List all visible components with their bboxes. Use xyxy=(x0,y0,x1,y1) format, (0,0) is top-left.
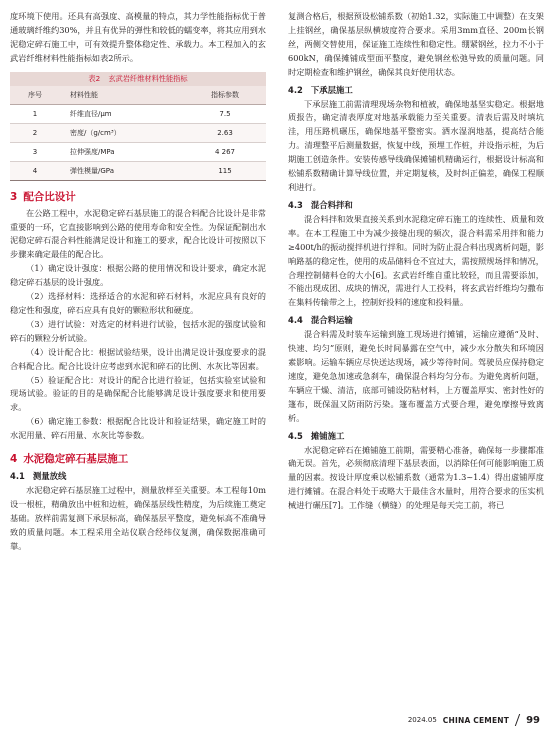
table-cell: 拉伸强度/MPa xyxy=(60,142,184,161)
section-title: 配合比设计 xyxy=(23,190,76,203)
section-4-heading xyxy=(10,452,266,466)
paragraph: 水泥稳定碎石基层施工过程中，测量放样至关重要。本工程每10m设一根桩，精确放出中桩和边桩，确保基层线性精度，为后续施工奠定基础。放样前需复测下承层标高，确保基层平整度，避免标高不准确导致的质量问题。本工程采用全站仪联合经纬仪复测，确保数据准确可靠。 xyxy=(10,485,266,551)
journal-brand: CHINA CEMENT xyxy=(442,715,510,725)
table-caption xyxy=(10,72,266,86)
subsection-title: 摊铺施工 xyxy=(310,430,345,441)
subsection-4-4-heading xyxy=(288,314,544,327)
page-number: 99 xyxy=(526,714,540,726)
section-number: 3 xyxy=(10,190,18,203)
subsection-number: 4.3 xyxy=(288,199,303,210)
table-2 xyxy=(10,72,266,181)
table-row xyxy=(10,123,266,142)
paragraph: 在公路工程中，水泥稳定碎石基层施工的混合料配合比设计是非常重要的一环，它直接影响到公路的使用寿命和安全性。为保证配制出水泥稳定碎石混合料性能满足设计和施工的要求，配合比设计可按照以下步骤来确定最佳的配合比。 xyxy=(10,207,266,260)
table-cell: 1 xyxy=(10,104,60,123)
table-cell: 3 xyxy=(10,142,60,161)
paragraph: （6）确定施工参数：根据配合比设计和验证结果，确定施工时的水泥用量、碎石用量、水灰比等参数。 xyxy=(10,416,266,441)
subsection-4-2-heading xyxy=(288,84,544,97)
subsection-4-1-heading xyxy=(10,470,266,483)
subsection-title: 混合料拌和 xyxy=(310,199,353,210)
subsection-number: 4.2 xyxy=(288,84,303,95)
left-column xyxy=(10,10,266,554)
right-column xyxy=(288,10,544,513)
paragraph: （3）进行试验：对选定的材料进行试验，包括水泥的强度试验和碎石的颗粒分析试验。 xyxy=(10,318,266,343)
paragraph: （4）设计配合比：根据试验结果，设计出满足设计强度要求的混合料配合比。配合比设计应考虑到水泥和碎石的比例、水灰比等因素。 xyxy=(10,346,266,371)
section-number: 4 xyxy=(10,453,18,466)
subsection-4-5-heading xyxy=(288,430,544,443)
table-row xyxy=(10,142,266,161)
subsection-title: 下承层施工 xyxy=(310,84,353,95)
footer-divider xyxy=(515,714,520,726)
material-properties-table xyxy=(10,86,266,181)
page-footer xyxy=(408,713,540,727)
paragraph: （5）验证配合比：对设计的配合比进行验证，包括实验室试验和现场试验。验证的目的是确保配合比能够满足设计强度要求和使用要求。 xyxy=(10,374,266,413)
table-cell: 4 xyxy=(10,161,60,180)
subsection-number: 4.1 xyxy=(10,471,25,482)
subsection-number: 4.5 xyxy=(288,430,303,441)
table-header-row xyxy=(10,86,266,105)
table-row xyxy=(10,104,266,123)
table-header-cell: 序号 xyxy=(10,86,60,105)
paragraph: （1）确定设计强度：根据公路的使用情况和设计要求，确定水泥稳定碎石基层的设计强度。 xyxy=(10,263,266,288)
subsection-title: 测量放线 xyxy=(32,471,67,482)
paragraph: 水泥稳定碎石在摊铺施工前期，需要精心准备，确保每一步骤都准确无误。首先，必须彻底清理下基层表面，以消除任何可能影响施工质量的因素。按设计厚度乘以松铺系数（通常为1.3~1.4）得出虚铺厚度进行摊铺。在混合料处于或略大于最佳含水量时，用符合要求的压实机械进行碾压[7]。工作缝（横缝）的处理是每天完工前，将已 xyxy=(288,444,544,511)
table-header-cell: 指标参数 xyxy=(184,86,266,105)
paragraph: 混合料拌和效果直接关系到水泥稳定碎石施工的连续性、质量和效率。在本工程施工中为减少接缝出现的频次，混合料需采用拌和能力≥400t/h的振动搅拌机进行拌和。同时为防止混合料出现离析问题，影响路基的稳定性，使用的成品储料仓不宜过大，需按照规场拌和情况，合理控制储料仓的大小[6]。玄武岩纤维自重比较轻，而且需要添加，不能出现成团、成块的情况，需进行人工投料，将玄武岩纤维均匀撒布在集料传输带之上，控制好投料的速度和投料量。 xyxy=(288,213,544,308)
paragraph: 下承层施工前需清理现场杂物和植被，确保地基坚实稳定。根据地质报告，确定清表厚度对地基承载能力至关重要。清表后需及时填坑洼，用压路机碾压，确保地基平整密实。洒水湿润地基，提高结合能力。清理整平后测量数据，恢复中线，预埋工作桩，并设指示桩，为后期施工创造条件。安装传感导线确保摊铺机精确运行，根据设计标高和松铺系数精确计算导线位置，并定期复核，及时纠正偏差，确保工程顺利进行。 xyxy=(288,98,544,192)
table-caption-title: 玄武岩纤维材料性能指标 xyxy=(108,73,188,83)
table-cell: 密度/（g/cm³） xyxy=(60,123,184,142)
table-header-cell: 材料性能 xyxy=(60,86,184,105)
paragraph: 复测合格后，根据预设松铺系数（初始1.32，实际施工中调整）在支架上挂钢丝，确保基层纵横坡度符合要求。采用3mm直径、200m长钢丝，两侧交替使用，保证施工连续性和稳定性。绷紧钢丝，拉力不小于600kN，确保摊铺成型面平整度，避免钢丝松弛导致的质量问题。同时定期检查和维护钢丝，确保其良好使用状态。 xyxy=(288,11,544,77)
table-cell: 弹性模量/GPa xyxy=(60,161,184,180)
table-row xyxy=(10,161,266,180)
issue-date: 2024.05 xyxy=(407,716,437,724)
table-cell: 2 xyxy=(10,123,60,142)
table-cell: 2.63 xyxy=(184,123,266,142)
subsection-4-3-heading xyxy=(288,199,544,212)
table-cell: 4 267 xyxy=(184,142,266,161)
table-cell: 115 xyxy=(184,161,266,180)
section-title: 水泥稳定碎石基层施工 xyxy=(23,453,129,466)
table-cell: 纤维直径/μm xyxy=(60,104,184,123)
subsection-title: 混合料运输 xyxy=(310,315,353,326)
paragraph: 混合料需及时装车运输到施工现场进行摊铺，运输应遵循“及时、快速、均匀”原则，避免长时间暴露在空气中，减少水分散失和环境因素影响。运输车辆应尽快送达现场，减少等待时间。驾驶员应保持稳定速度，避免急加速或急刹车，确保混合料均匀分布。为避免离析问题，车辆应干燥、清洁，底部可铺设防粘材料，上方覆盖厚实、密封性好的篷布，既保温又防雨防污染。篷布覆盖方式要合理，避免摩擦导致离析。 xyxy=(288,329,544,423)
table-cell: 7.5 xyxy=(184,104,266,123)
section-3-heading xyxy=(10,190,266,204)
subsection-number: 4.4 xyxy=(288,315,303,326)
table-caption-label: 表2 xyxy=(88,73,101,83)
intro-paragraph: 度环境下使用。还具有高强度、高模量的特点，其力学性能指标优于普通玻璃纤维约30%，并且有优异的弹性和较低的蠕变率，将其应用到水泥稳定碎石施工中，可有效提升整体稳定性、承载力。本工程加入的玄武岩纤维材料性能指标如表2所示。 xyxy=(10,11,266,63)
paragraph: （2）选择材料：选择适合的水泥和碎石材料，水泥应具有良好的稳定性和强度，碎石应具有良好的颗粒形状和硬度。 xyxy=(10,291,266,315)
